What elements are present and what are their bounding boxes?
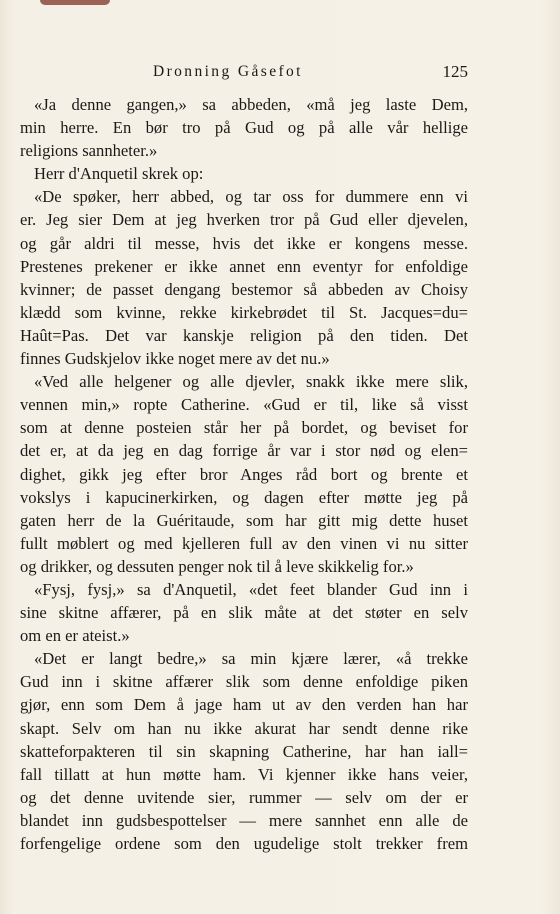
text-line: «De spøker, herr abbed, og tar oss for dummere enn vi [34,187,468,207]
text-line: fullt møblert og med kjelleren full av den vinen vi nu sitter [20,533,468,553]
text-line: og drikker, og dessuten penger nok til å leve skikkelig for.» [20,556,414,576]
page-stain [40,0,110,5]
text-line: skapt. Selv om han nu ikke akurat har sendt denne rike [20,718,468,738]
text-line: blandet inn gudsbespottelser — mere sannhet enn alle de [20,810,468,830]
text-line: forfengelige ordene som den ugudelige stolt trekker frem [20,834,468,853]
text-line: om en er ateist.» [20,626,130,646]
text-line: «Ja denne gangen,» sa abbeden, «må jeg laste Dem, [34,95,468,114]
text-line: vokslys i kapucinerkirken, og dagen efter møtte jeg på [20,487,468,507]
text-line: Gud inn i skitne affærer slik som denne enfoldige piken [20,672,468,692]
text-line: Prestenes prekener er ikke annet enn eventyr for enfoldige [20,256,468,276]
text-line: og det denne uvitende sier, rummer — selv om der er [20,787,468,807]
text-line: som at denne posteien står her på bordet, og beviset for [20,418,468,438]
page-header [20,60,468,84]
running-title: Dronning Gåsefot [153,63,303,80]
text-line: gjør, enn som Dem å jage ham ut av den verden han har [20,695,468,715]
text-line: Herr d'Anquetil skrek op: [34,164,204,184]
text-line: dighet, gikk jeg efter bror Anges råd bort og brente et [20,464,468,484]
body-text [20,93,468,855]
text-line: «Ved alle helgener og alle djevler, snakk ikke mere slik, [34,372,468,392]
text-line: vennen min,» ropte Catherine. «Gud er til, like så visst [20,395,468,415]
text-line: fall tillatt at hun møtte ham. Vi kjenner ikke hans veier, [20,764,468,784]
text-line: «Det er langt bedre,» sa min kjære lærer, «å trekke [34,649,468,669]
text-line: det er, at da jeg en dag forrige år var i stor nød og elen= [20,441,468,461]
text-line: og går aldri til messe, hvis det ikke er kongens messe. [20,233,468,253]
page-number: 125 [442,62,468,81]
text-line: min herre. En bør tro på Gud og på alle vår hellige [20,118,468,138]
text-line: gaten herr de la Guéritaude, som har gitt mig dette huset [20,510,468,530]
text-line: kvinner; de passet dengang bestemor så abbeden av Choisy [20,279,468,299]
text-line: klædd som kvinne, rekke kirkebrødet til St. Jacques=du= [20,302,468,322]
text-line: religions sannheter.» [20,141,158,161]
text-line: er. Jeg sier Dem at jeg hverken tror på Gud eller djevelen, [20,210,468,230]
text-line: skatteforpakteren til sin skapning Catherine, har han iall= [20,741,468,761]
text-line: finnes Gudskjelov ikke noget mere av det nu.» [20,349,330,369]
text-line: «Fysj, fysj,» sa d'Anquetil, «det feet blander Gud inn i [34,579,468,599]
text-line: sine skitne affærer, på en slik måte at det støter en selv [20,603,468,623]
text-line: Haût=Pas. Det var kanskje religion på den tiden. Det [20,325,468,345]
